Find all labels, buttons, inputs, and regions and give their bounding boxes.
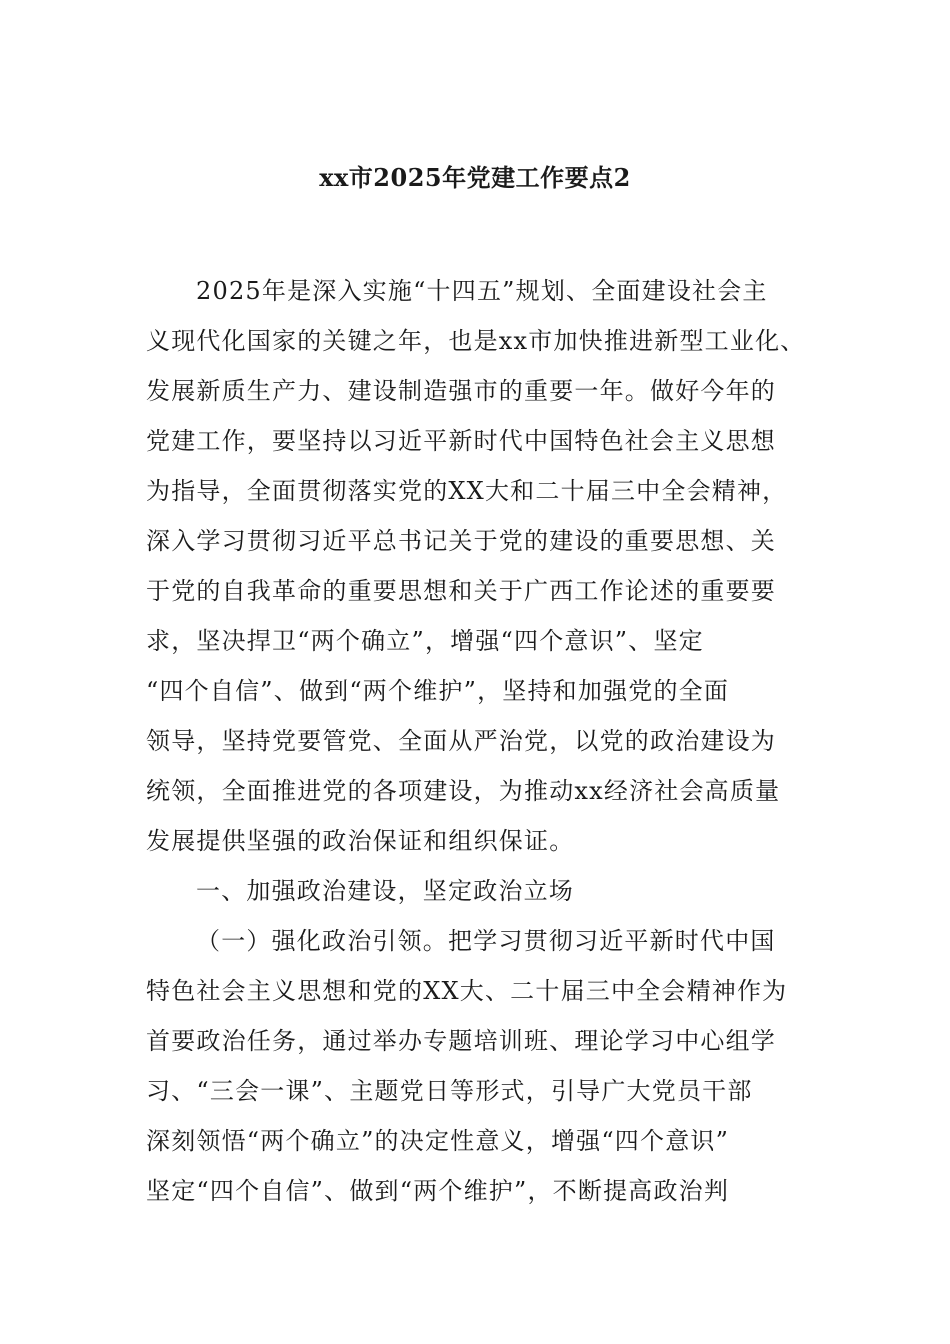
paragraph-1-line-6: 深入学习贯彻习近平总书记关于党的建设的重要思想、关 [146,527,776,555]
paragraph-1-line-4: 党建工作，要坚持以习近平新时代中国特色社会主义思想 [146,427,776,455]
section-heading-1: 一、加强政治建设，坚定政治立场 [196,877,574,905]
paragraph-1-line-7: 于党的自我革命的重要思想和关于广西工作论述的重要要 [146,577,776,605]
paragraph-1-line-2: 义现代化国家的关键之年，也是xx市加快推进新型工业化、 [146,327,806,355]
paragraph-2-line-2: 特色社会主义思想和党的XX大、二十届三中全会精神作为 [146,977,788,1005]
paragraph-1-line-12: 发展提供坚强的政治保证和组织保证。 [146,827,575,855]
paragraph-1-line-8: 求，坚决捍卫“两个确立”，增强“四个意识”、坚定 [146,627,704,655]
paragraph-1-line-3: 发展新质生产力、建设制造强市的重要一年。做好今年的 [146,377,776,405]
paragraph-2-line-5: 深刻领悟“两个确立”的决定性意义，增强“四个意识” [146,1127,730,1155]
paragraph-1-line-5: 为指导，全面贯彻落实党的XX大和二十届三中全会精神， [146,477,788,505]
paragraph-2-line-4: 习、“三会一课”、主题党日等形式，引导广大党员干部 [146,1077,753,1105]
paragraph-1-line-9: “四个自信”、做到“两个维护”，坚持和加强党的全面 [146,677,730,705]
paragraph-1-line-10: 领导，坚持党要管党、全面从严治党，以党的政治建设为 [146,727,776,755]
paragraph-1-line-11: 统领，全面推进党的各项建设，为推动xx经济社会高质量 [146,777,781,805]
paragraph-2-line-1: （一）强化政治引领。把学习贯彻习近平新时代中国 [196,927,776,955]
document-title: xx市2025年党建工作要点2 [319,163,631,192]
paragraph-2-line-3: 首要政治任务，通过举办专题培训班、理论学习中心组学 [146,1027,776,1055]
paragraph-2-line-6: 坚定“四个自信”、做到“两个维护”，不断提高政治判 [146,1177,730,1205]
paragraph-1-line-1: 2025年是深入实施“十四五”规划、全面建设社会主 [196,277,768,305]
